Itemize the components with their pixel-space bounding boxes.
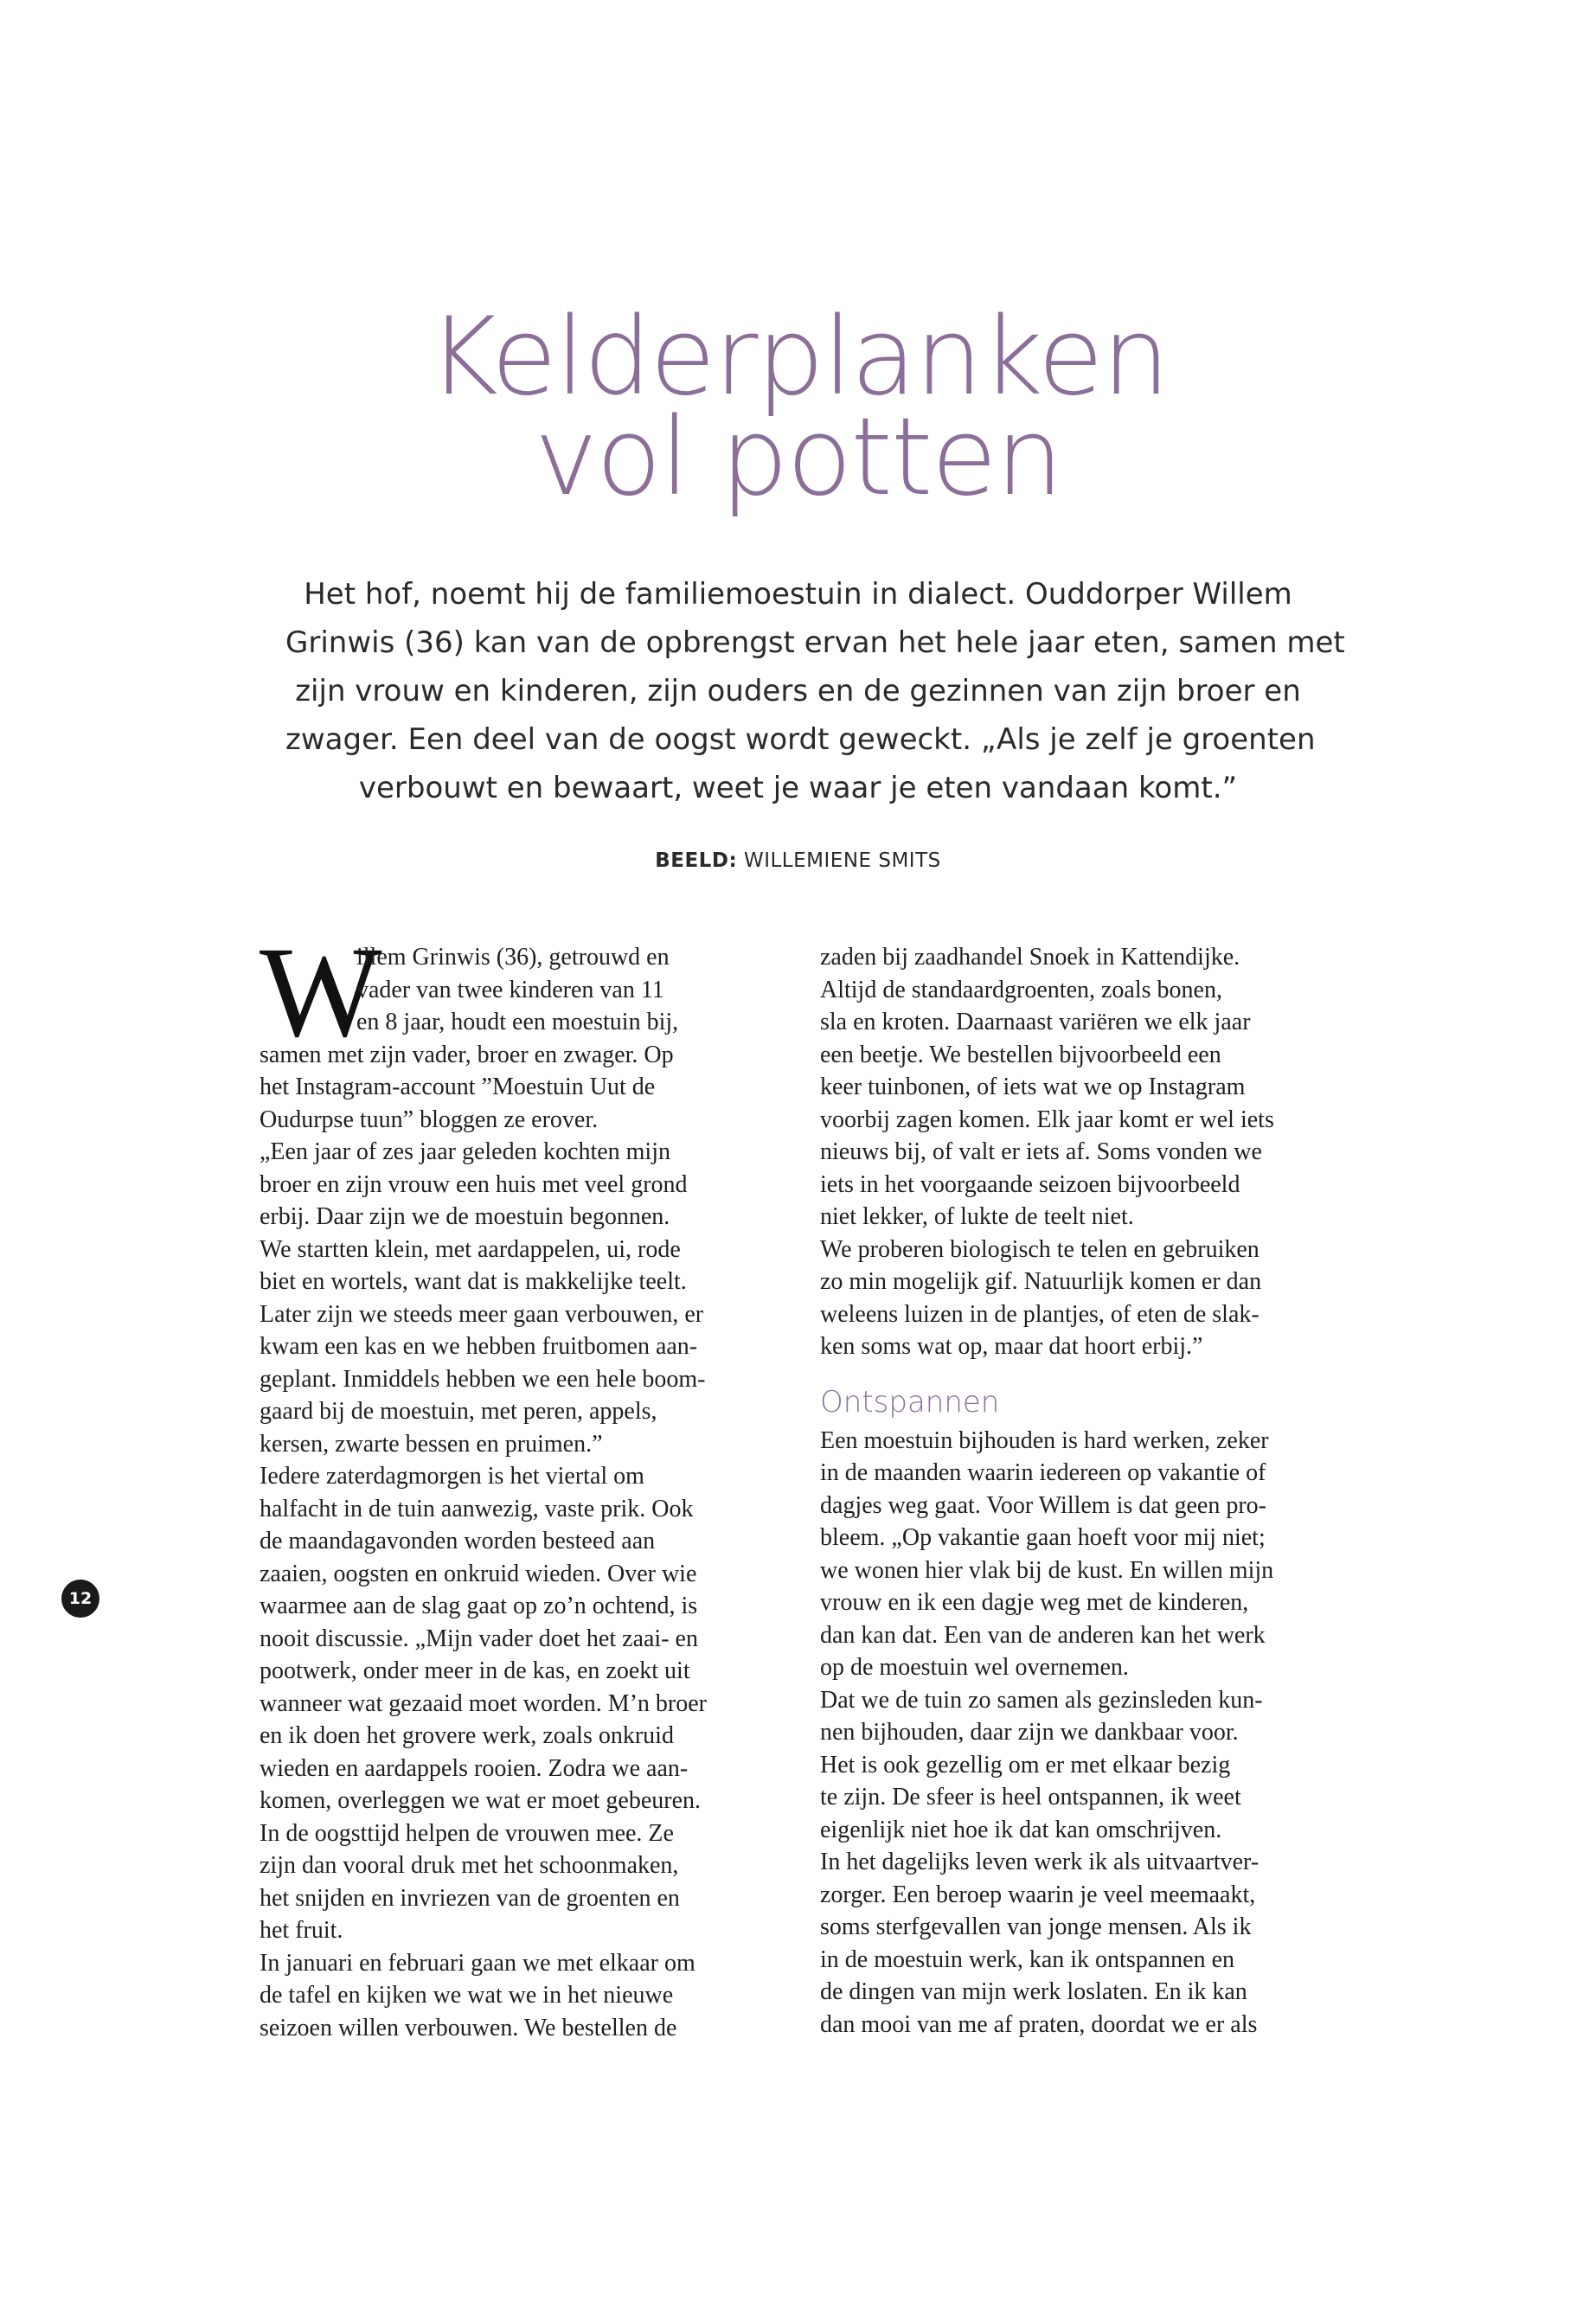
drop-cap: W [260,920,382,1064]
body-line: Een moestuin bijhouden is hard werken, zeker [820,1426,1269,1454]
body-line: illem Grinwis (36), getrouwd en [356,944,670,971]
body-column-right [820,941,1374,2041]
body-line: We startten klein, met aardappelen, ui, rode [260,1235,681,1263]
body-line: en 8 jaar, houdt een moestuin bij, [356,1009,679,1035]
body-line: iets in het voorgaande seizoen bijvoorbeeld [820,1170,1240,1198]
body-line: seizoen willen verbouwen. We bestellen de [260,2014,677,2041]
body-line: We proberen biologisch te telen en gebruiken [820,1235,1259,1263]
body-line: Oudurpse tuun” bloggen ze erover. [260,1106,599,1133]
title-line-2: vol potten [534,395,1062,520]
body-line: In het dagelijks leven werk ik als uitvaartver- [820,1849,1259,1875]
photo-credit [0,849,1596,872]
body-line: halfacht in de tuin aanwezig, vaste prik. Ook [260,1495,694,1522]
body-line: dan kan dat. Een van de anderen kan het werk [820,1621,1266,1649]
body-line: samen met zijn vader, broer en zwager. Op [260,1041,674,1068]
body-line: pootwerk, onder meer in de kas, en zoekt uit [260,1657,690,1684]
body-line: soms sterfgevallen van jonge mensen. Als ik [820,1913,1252,1940]
body-line: dagjes weg gaat. Voor Willem is dat geen pro- [820,1491,1266,1519]
body-line: voorbij zagen komen. Elk jaar komt er wel iets [820,1106,1274,1133]
body-line: broer en zijn vrouw een huis met veel grond [260,1170,688,1198]
body-line: zijn dan vooral druk met het schoonmaken, [260,1852,679,1879]
credit-name: WILLEMIENE SMITS [743,849,941,872]
right-column-top [820,941,1374,1363]
body-line: kersen, zwarte bessen en pruimen.” [260,1430,603,1458]
intro-line: zwager. Een deel van de oogst wordt geweckt. „Als je zelf je groenten [285,722,1316,757]
body-line: te zijn. De sfeer is heel ontspannen, ik weet [820,1784,1241,1811]
body-line: we wonen hier vlak bij de kust. En willen mijn [820,1556,1274,1584]
body-line: „Een jaar of zes jaar geleden kochten mijn [260,1138,670,1165]
body-line: de dingen van mijn werk loslaten. En ik kan [820,1978,1247,2005]
right-column-bottom [820,1425,1374,2041]
body-line: in de maanden waarin iedereen op vakantie of [820,1459,1266,1486]
intro-line: zijn vrouw en kinderen, zijn ouders en de gezinnen van zijn broer en [295,674,1301,708]
body-line: het Instagram-account ”Moestuin Uut de [260,1074,656,1100]
body-line: nooit discussie. „Mijn vader doet het zaai- en [260,1625,698,1652]
body-line: komen, overleggen we wat er moet gebeuren. [260,1787,702,1814]
body-line: het snijden en invriezen van de groenten en [260,1884,680,1912]
intro-line: Grinwis (36) kan van de opbrengst ervan het hele jaar eten, samen met [285,625,1345,660]
body-line: kwam een kas en we hebben fruitbomen aan- [260,1333,698,1360]
body-line: Dat we de tuin zo samen als gezinsleden kun- [820,1686,1263,1714]
intro-line: Het hof, noemt hij de familiemoestuin in dialect. Ouddorper Willem [304,577,1292,612]
credit-label: BEELD: [655,849,738,872]
page-number: 12 [61,1580,99,1618]
body-line: erbij. Daar zijn we de moestuin begonnen. [260,1203,670,1230]
body-line: en ik doen het grovere werk, zoals onkruid [260,1722,674,1749]
body-line: weleens luizen in de plantjes, of eten de slak- [820,1300,1259,1328]
body-line: keer tuinbonen, of iets wat we op Instagram [820,1074,1246,1100]
article-title [0,295,1596,520]
body-line: bleem. „Op vakantie gaan hoeft voor mij niet; [820,1524,1266,1551]
body-line: op de moestuin wel overnemen. [820,1654,1129,1681]
body-line: In de oogsttijd helpen de vrouwen mee. Ze [260,1819,674,1847]
body-line: zorger. Een beroep waarin je veel meemaakt, [820,1881,1256,1908]
body-line: nen bijhouden, daar zijn we dankbaar voor. [820,1719,1239,1746]
body-line: zaaien, oogsten en onkruid wieden. Over wie [260,1560,697,1587]
body-line: zaden bij zaadhandel Snoek in Kattendijke. [820,944,1240,971]
body-line: een beetje. We bestellen bijvoorbeeld een [820,1041,1221,1068]
intro-line: verbouwt en bewaart, weet je waar je eten vandaan komt.” [358,771,1238,805]
body-line: Het is ook gezellig om er met elkaar bezig [820,1751,1231,1779]
body-line: eigenlijk niet hoe ik dat kan omschrijven. [820,1816,1222,1843]
body-line: niet lekker, of lukte de teelt niet. [820,1203,1134,1230]
body-line: dan mooi van me af praten, doordat we er als [820,2010,1258,2038]
body-line: vrouw en ik een dagje weg met de kinderen, [820,1589,1249,1616]
body-line: nieuws bij, of valt er iets af. Soms vonden we [820,1138,1262,1165]
body-line: de tafel en kijken we wat we in het nieuwe [260,1982,674,2009]
body-line: wieden en aardappels rooien. Zodra we aan- [260,1754,689,1782]
body-line: vader van twee kinderen van 11 [356,976,664,1003]
body-line: In januari en februari gaan we met elkaar om [260,1949,695,1977]
intro-paragraph [285,570,1345,812]
body-line: waarmee aan de slag gaat op zo’n ochtend, is [260,1593,698,1619]
body-line: gaard bij de moestuin, met peren, appels, [260,1398,657,1425]
body-line: biet en wortels, want dat is makkelijke teelt. [260,1268,687,1295]
body-line: zo min mogelijk gif. Natuurlijk komen er dan [820,1268,1262,1295]
body-line: sla en kroten. Daarnaast variëren we elk jaar [820,1009,1251,1035]
body-line: Altijd de standaardgroenten, zoals bonen, [820,976,1222,1003]
body-line: Later zijn we steeds meer gaan verbouwen, er [260,1300,704,1328]
subheading: Ontspannen [820,1384,1000,1420]
body-line: het fruit. [260,1917,343,1944]
body-line: ken soms wat op, maar dat hoort erbij.” [820,1333,1203,1360]
body-line: Iedere zaterdagmorgen is het viertal om [260,1463,644,1490]
body-column-left [260,941,813,2044]
title-line-1: Kelderplanken [427,295,1169,420]
body-line: geplant. Inmiddels hebben we een hele boom- [260,1365,706,1393]
body-line: de maandagavonden worden besteed aan [260,1528,656,1554]
body-line: in de moestuin werk, kan ik ontspannen en [820,1945,1235,1973]
body-line: wanneer wat gezaaid moet worden. M’n broer [260,1689,708,1717]
